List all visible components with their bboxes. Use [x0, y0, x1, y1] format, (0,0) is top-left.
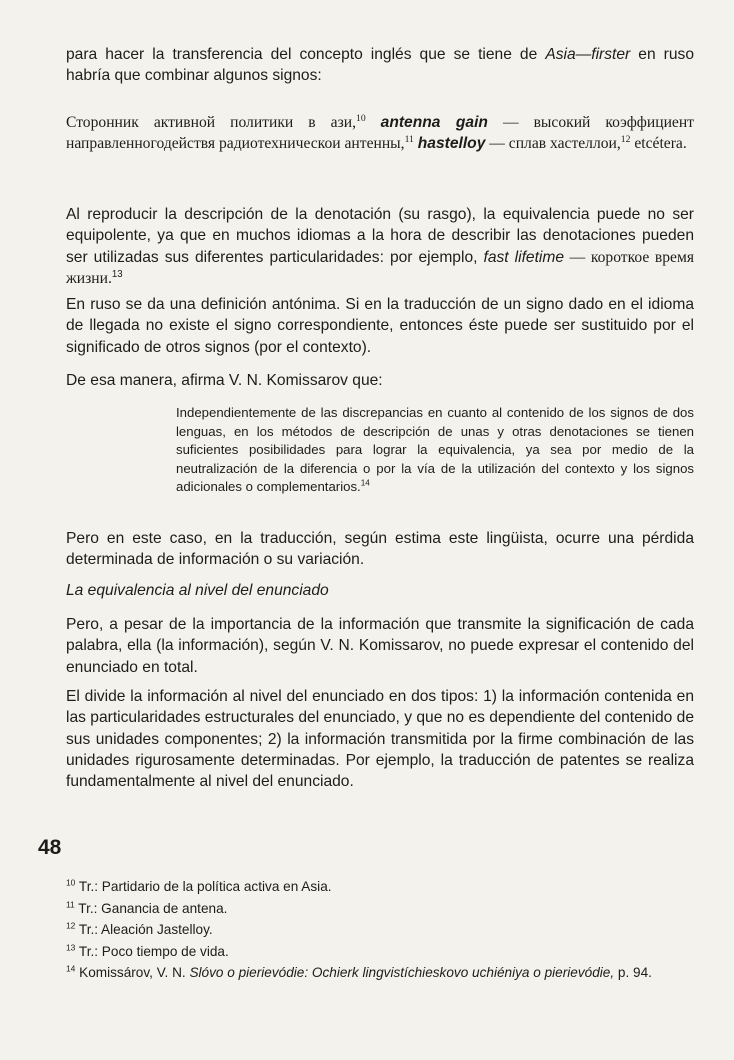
- footnote-10: [66, 878, 694, 897]
- footnote-author: Komissárov, V. N.: [79, 965, 186, 981]
- english-term-hastelloy: hastelloy: [417, 135, 486, 153]
- intro-text: para hacer la transferencia del concepto inglés que se tiene de: [66, 46, 538, 63]
- footnote-ref-13[interactable]: 13: [111, 268, 123, 280]
- footnote-number: 11: [66, 899, 75, 910]
- english-term-antenna-gain: antenna gain: [380, 114, 488, 131]
- footnote-text: Tr.: Partidario de la política activa en Asia.: [78, 879, 332, 894]
- footnote-text: Tr.: Poco tiempo de vida.: [78, 943, 229, 959]
- footnote-number: 10: [66, 877, 76, 888]
- footnote-13: [66, 943, 694, 962]
- footnote-ref-12[interactable]: 12: [620, 134, 631, 146]
- footnote-12: [66, 921, 694, 940]
- paragraph-intro: [66, 44, 694, 87]
- page-number: 48: [38, 836, 62, 859]
- intro-term: Asia—firster: [545, 46, 631, 63]
- paragraph-russian-examples: [66, 112, 694, 155]
- footnote-number: 14: [66, 963, 76, 974]
- footnote-pages: p. 94.: [617, 965, 652, 981]
- paragraph-importance: Pero, a pesar de la importancia de la información que transmite la significación de cada palabra, ella (la información), según V. N. Komissarov, no puede expresar el contenido del enunciado en total.: [66, 616, 694, 676]
- footnote-11: [66, 900, 694, 919]
- russian-example-3: — сплав хастеллои,: [485, 135, 621, 153]
- paragraph-komissarov-intro: De esa manera, afirma V. N. Komissarov que:: [66, 372, 383, 389]
- footnote-ref-11[interactable]: 11: [404, 134, 414, 146]
- paragraph-loss: Pero en este caso, en la traducción, según estima este lingüista, ocurre una pérdida determinada de información o su variación.: [66, 530, 694, 569]
- block-quote: [176, 404, 694, 497]
- etcetera: etcétera.: [630, 135, 687, 153]
- footnote-number: 13: [66, 942, 76, 953]
- russian-example-2: — высокий коэффициент направленногодействя радиотехническои антенны,: [66, 114, 694, 153]
- footnote-number: 12: [66, 920, 76, 931]
- fast-lifetime-term: fast lifetime: [483, 248, 565, 266]
- footnote-14: [66, 964, 694, 983]
- intro-tail: en ruso habría que combinar algunos signos:: [66, 46, 694, 85]
- paragraph-antonym: En ruso se da una definición antónima. Si en la traducción de un signo dado en el idioma de llegada no existe el signo correspondiente, entonces éste puede ser sustituido por el significado de otros signos (por el contexto).: [66, 296, 694, 356]
- footnote-book-title: Slóvo o pierievódie: Ochierk lingvistíchieskovo uchiéniya o pierievódie,: [189, 965, 615, 981]
- russian-example-1: Сторонник активной политики в ази,: [66, 114, 356, 131]
- denotation-text: Al reproducir la descripción de la denotación (su rasgo), la equivalencia puede no ser equipolente, ya que en muchos idiomas a la hora de describir las denotaciones pueden ser utilizadas sus diferentes particularidades: por ejemplo,: [66, 206, 694, 266]
- section-heading: La equivalencia al nivel del enunciado: [66, 582, 329, 599]
- footnote-text: Tr.: Aleación Jastelloy.: [78, 922, 213, 938]
- footnote-ref-14[interactable]: 14: [360, 478, 370, 488]
- russian-translation: — короткое время жизни.: [66, 248, 695, 287]
- paragraph-two-types: El divide la información al nivel del enunciado en dos tipos: 1) la información contenida en las particularidades estructurales del enunciado, y que no es dependiente del contenido de sus unidades componentes; 2) la información transmitida por la firme combinación de las unidades rigurosamente determinadas. Por ejemplo, la traducción de patentes se realiza fundamentalmente al nivel del enunciado.: [66, 688, 694, 791]
- footnote-ref-10[interactable]: 10: [355, 112, 366, 124]
- quote-text: Independientemente de las discrepancias en cuanto al contenido de los signos de dos lenguas, en los métodos de descripción de unas y otras denotaciones se tienen suficientes posibilidades para lograr la equivalencia, ya sea por medio de la neutralización de la diferencia o por la vía de la utilización del contexto y los signos adicionales o complementarios.: [176, 405, 694, 495]
- footnotes-list: [66, 878, 694, 986]
- footnote-text: Tr.: Ganancia de antena.: [78, 900, 228, 916]
- paragraph-denotation: [66, 204, 694, 289]
